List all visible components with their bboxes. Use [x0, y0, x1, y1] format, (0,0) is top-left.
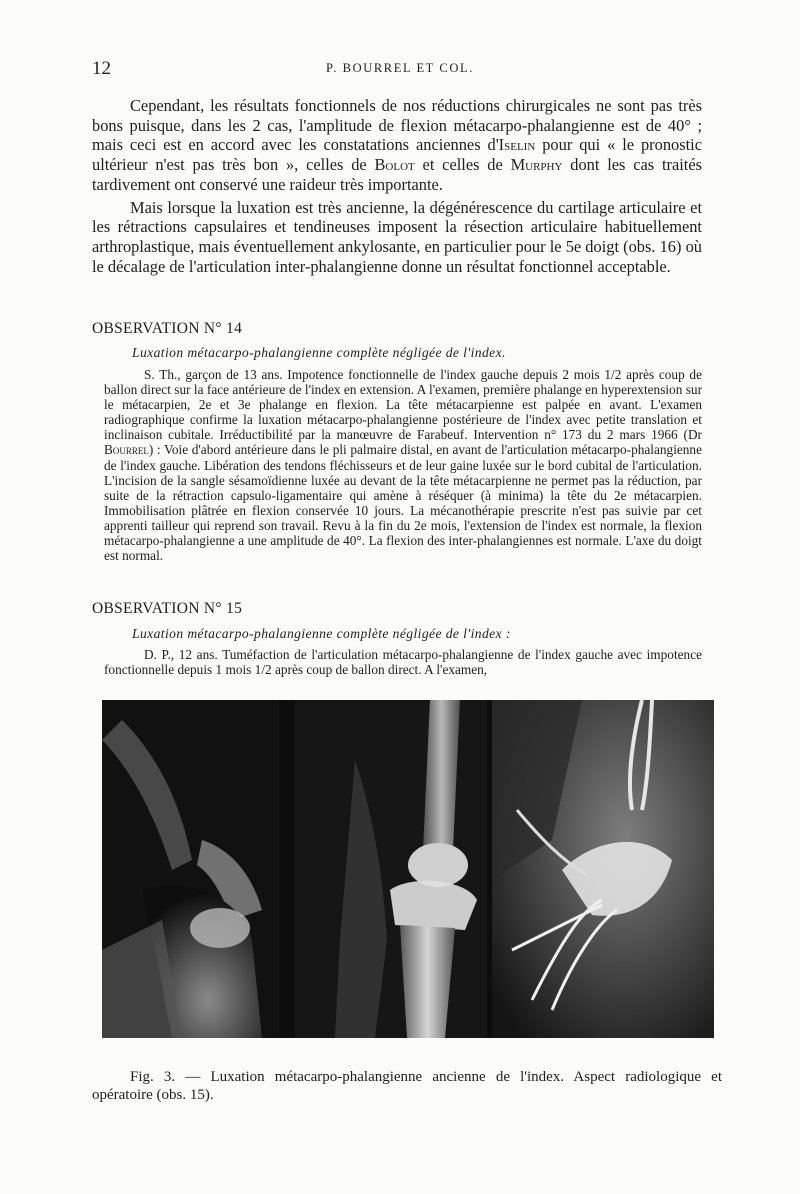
figure-3	[102, 700, 714, 1038]
surgeon-name: Bourrel	[104, 442, 149, 458]
radiograph-left	[102, 700, 279, 1038]
intro-paragraph-2: Mais lorsque la luxation est très ancienne, la dégénérescence du cartilage articulaire et les rétractions capsulaires et tendineuses imposent la résection articulaire habituellement arthroplastique, mais éventuellement ankylosante, en particulier pour le 5e doigt (obs. 16) où le décalage de l'articulation inter-phalangienne donne un résultat fonctionnel acceptable.	[92, 197, 702, 276]
radiograph-middle-image	[295, 700, 487, 1038]
page-number: 12	[92, 58, 111, 79]
intro-section	[92, 96, 702, 276]
operative-photo	[492, 700, 714, 1038]
running-title: P. BOURREL ET COL.	[326, 61, 474, 75]
running-head	[92, 58, 708, 80]
operative-photo-image	[492, 700, 714, 1038]
observation-14	[92, 320, 702, 563]
radiograph-left-image	[102, 700, 279, 1038]
author-bolot: Bolot	[374, 155, 415, 175]
observation-14-text: S. Th., garçon de 13 ans. Impotence fonctionnelle de l'index gauche depuis 2 mois 1/2 après coup de ballon direct sur la face antérieure de l'index en extension. A l'examen, première phalange en hyperextension sur le métacarpien, 2e et 3e phalange en flexion. La tête métacarpienne est palpée en avant. L'examen radiographique confirme la luxation métacarpo-phalangienne postérieure de l'index avec petite translation et inclinaison cubitale. Irréductibilité par la manœuvre de Farabeuf. Intervention n° 173 du 2 mars 1966 (Dr Bourrel) : Voie d'abord antérieure dans le pli palmaire distal, en avant de l'articulation métacarpo-phalangienne de l'index gauche. Libération des tendons fléchisseurs et de leur gaine luxée sur le bord cubital de l'articulation. L'incision de la sangle sésamoïdienne luxée au devant de la tête métacarpienne ne permet pas la réduction, par suite de la rétraction capsulo-ligamentaire qui amène à réséquer (à minima) la tête du 2e métacarpien. Immobilisation plâtrée en flexion conservée 10 jours. La mécanothérapie prescrite n'est pas suivie par cet apprenti tailleur qui reprend son travail. Revu à la fin du 2e mois, l'extension de l'index est normale, la flexion métacarpo-phalangienne a une amplitude de 40°. La flexion des inter-phalangiennes est normale. L'axe du doigt est normal.	[104, 367, 702, 564]
observation-15-text: D. P., 12 ans. Tuméfaction de l'articulation métacarpo-phalangienne de l'index gauche avec impotence fonctionnelle depuis 1 mois 1/2 après coup de ballon direct. A l'examen,	[104, 647, 702, 678]
observation-14-heading: OBSERVATION N° 14	[92, 320, 243, 337]
observation-15	[92, 600, 702, 677]
intro-paragraph-1: Cependant, les résultats fonctionnels de nos réductions chirurgicales ne sont pas très bons puisque, dans les 2 cas, l'amplitude de flexion métacarpo-phalangienne est de 40° ; mais ceci est en accord avec les constatations anciennes d'Iselin pour qui « le pronostic ultérieur n'est pas très bon », celles de Bolot et celles de Murphy dont les cas traités tardivement ont conservé une raideur très importante.	[92, 96, 702, 194]
observation-15-subtitle: Luxation métacarpo-phalangienne complète négligée de l'index :	[132, 626, 511, 641]
author-murphy: Murphy	[510, 155, 563, 175]
observation-14-subtitle: Luxation métacarpo-phalangienne complète négligée de l'index.	[132, 345, 506, 360]
figure-caption: Fig. 3. — Luxation métacarpo-phalangienne ancienne de l'index. Aspect radiologique et opératoire (obs. 15).	[92, 1069, 722, 1103]
author-iselin: Iselin	[498, 135, 536, 155]
observation-15-heading: OBSERVATION N° 15	[92, 600, 243, 617]
radiograph-middle	[295, 700, 487, 1038]
